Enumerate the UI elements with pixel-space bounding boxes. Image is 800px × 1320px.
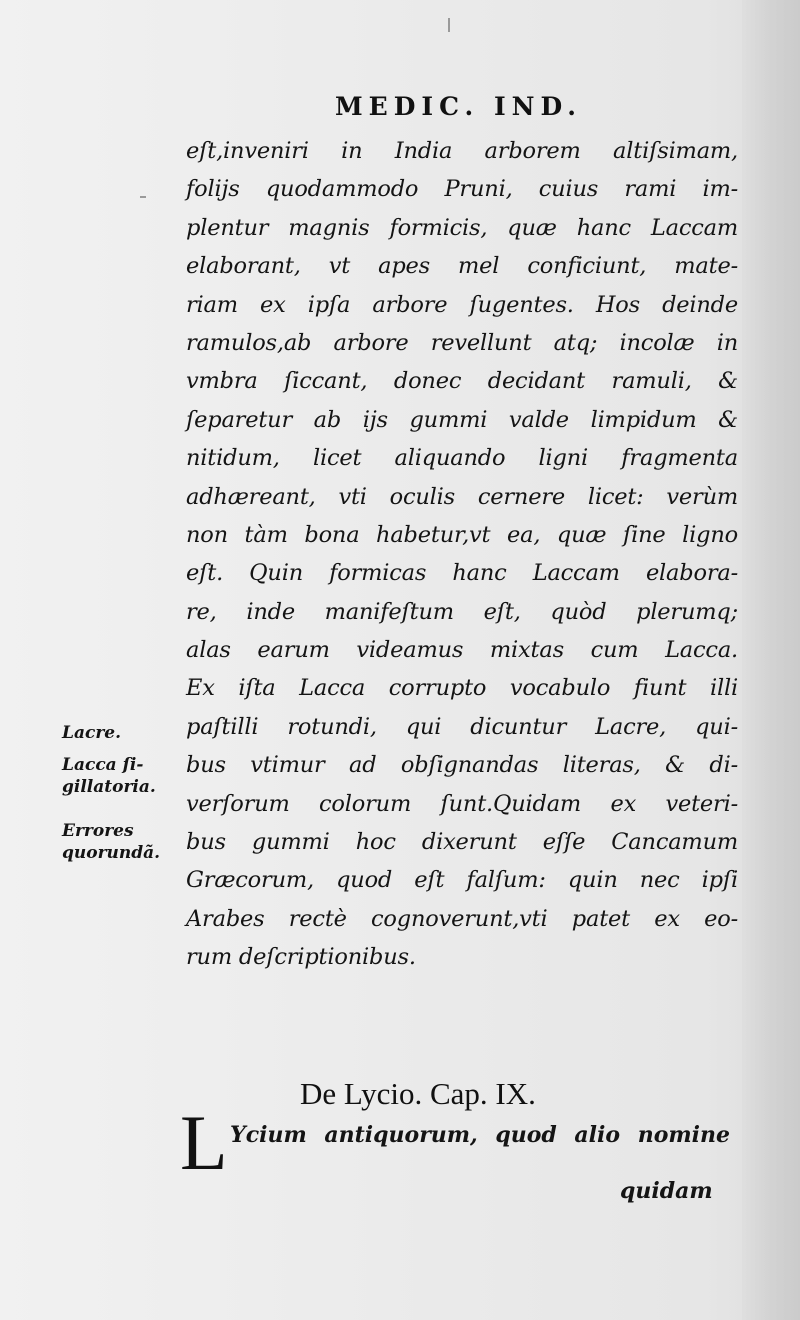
text-line: bus vtimur ad obſignandas literas, & di- [186,752,738,779]
text-line: Græcorum, quod eſt falſum: quin nec ipſi [186,867,738,894]
text-line: adhæreant, vti oculis cernere licet: verùm [186,483,738,510]
text-line: alas earum videamus mixtas cum Lacca. [186,637,738,664]
text-line: riam ex ipſa arbore ſugentes. Hos deinde [186,291,738,318]
text-line: ſeparetur ab ijs gummi valde limpidum & [186,406,738,433]
margin-note-errores-line1: Errores [62,821,134,841]
text-line: Ex iſta Lacca corrupto vocabulo fiunt illi [186,675,738,702]
text-line: verſorum colorum ſunt.Quidam ex veteri- [186,790,738,817]
text-line: folijs quodammodo Pruni, cuius rami im- [186,176,738,203]
text-line: bus gummi hoc dixerunt eſſe Cancamum [186,829,738,856]
text-line: ramulos,ab arbore revellunt atq; incolæ in [186,329,738,356]
margin-note-lacre: Lacre. [62,723,122,743]
text-line: non tàm bona habetur,vt ea, quæ ſine ligno [186,521,738,548]
page-edge-shadow [742,0,800,1320]
margin-notes [62,718,182,864]
text-line: rum deſcriptionibus. [186,944,416,971]
margin-note-errores-line2: quorundã. [62,843,161,863]
text-line: eſt. Quin formicas hanc Laccam elabora- [186,560,738,587]
running-head: MEDIC. IND. [335,92,583,121]
text-line: Arabes rectè cognoverunt,vti patet ex eo- [186,905,738,932]
text-line: elaborant, vt apes mel conficiunt, mate- [186,253,738,280]
margin-note-lacca-line2: gillatoria. [62,777,156,797]
drop-cap: L [180,1099,228,1186]
text-line: eſt,inveniri in India arborem altiſsimam, [186,138,738,164]
text-line: nitidum, licet aliquando ligni fragmenta [186,445,738,472]
print-speck [448,18,450,32]
print-speck [140,196,146,198]
text-line: paſtilli rotundi, qui dicuntur Lacre, qui- [186,713,738,740]
catchword: quidam [620,1178,713,1204]
body-text [186,132,738,977]
text-line: vmbra ſiccant, donec decidant ramuli, & [186,368,738,395]
chapter-first-line: Ycium antiquorum, quod alio nomine [230,1122,730,1148]
text-line: re, inde manifeſtum eſt, quòd plerumq; [186,598,738,625]
margin-note-lacca-line1: Lacca ſi- [62,755,144,775]
text-line: plentur magnis formicis, quæ hanc Laccam [186,214,738,241]
chapter-title: De Lycio. Cap. IX. [300,1076,536,1111]
